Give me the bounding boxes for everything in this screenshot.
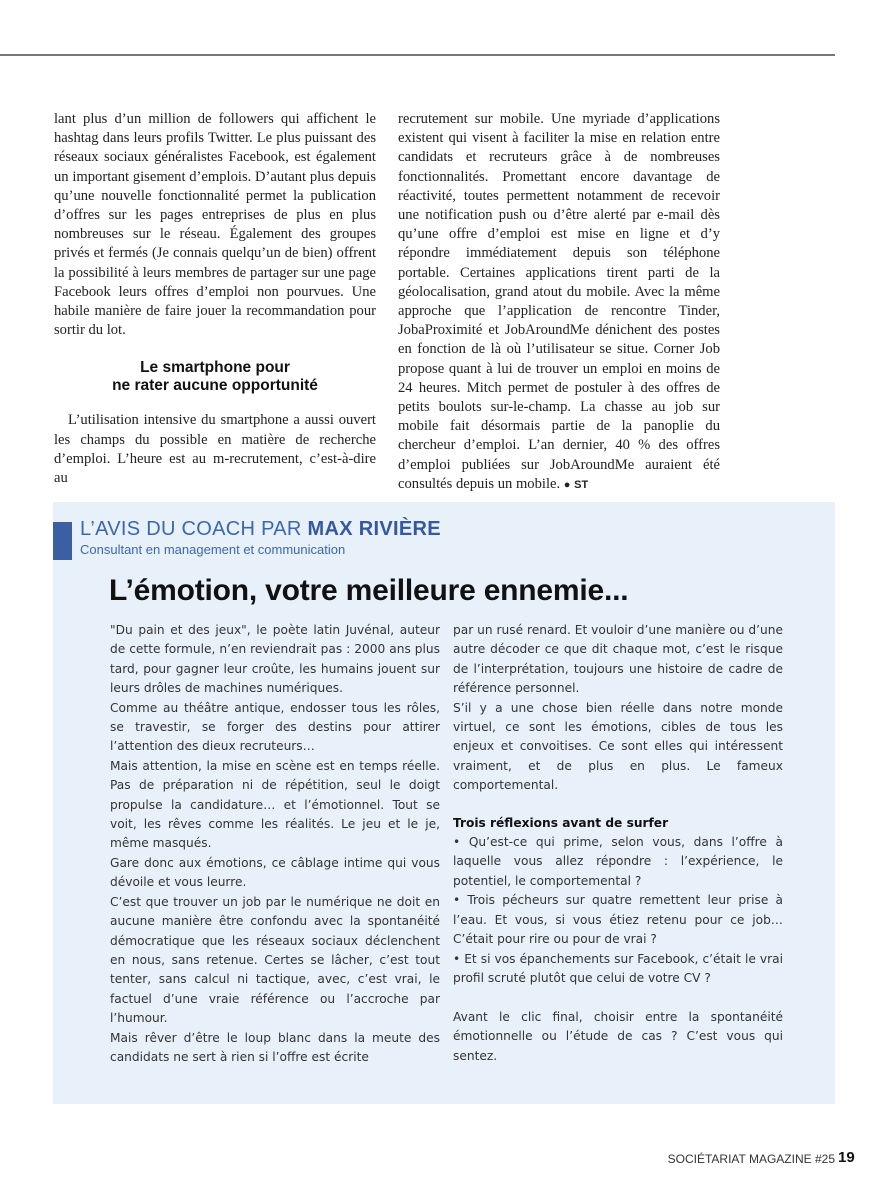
coach-role: Consultant en management et communication [80, 542, 346, 557]
coach-paragraph: Gare donc aux émotions, ce câblage intime qui vous dévoile et vous leurre. [110, 855, 440, 890]
coach-paragraph: S’il y a une chose bien réelle dans notre monde virtuel, ce sont les émotions, cibles de tous les enjeux et convoitises. Ce sont elles qui intéressent vraiment, et de plus en plus. Le fameux comportemental. [453, 700, 783, 793]
page-number: 19 [838, 1149, 855, 1166]
article-column-left [54, 110, 376, 488]
coach-opinion-box [53, 502, 835, 1104]
article-column-right [398, 110, 720, 495]
article-paragraph: L’utilisation intensive du smartphone a aussi ouvert les champs du possible en matière de recherche d’emploi. L’heure est au m-recrutement, c’est-à-dire au [54, 412, 376, 487]
coach-column-left [110, 621, 440, 1067]
spacer [453, 988, 783, 1007]
coach-headline: L’émotion, votre meilleure ennemie... [109, 574, 629, 607]
accent-bar [53, 522, 72, 560]
coach-paragraph: Mais attention, la mise en scène est en temps réelle. Pas de préparation ni de répétition, seul le doigt propulse la candidature… et l’émotionnel. Tout se voit, les rêves comme les réalités. Le jeu et le je, même masqués. [110, 758, 440, 851]
article-paragraph: lant plus d’un million de followers qui affichent le hashtag dans leurs profils Twitter. Le plus puissant des réseaux sociaux généralistes Facebook, est également un important gisement d’emplois. D’autant plus depuis qu’une nouvelle fonctionnalité permet la publication d’offres sur les pages entreprises de plus en plus nombreuses sur le réseau. Également des groupes privés et fermés (Je connais quelqu’un de bien) offrent la possibilité à leurs membres de partager sur une page Facebook leurs offres d’emploi non pourvues. Une habile manière de faire jouer la recommandation pour sortir du lot. [54, 111, 376, 339]
section-subheading [54, 359, 376, 395]
coach-name: MAX RIVIÈRE [307, 518, 441, 540]
end-mark-dot-icon: ● [563, 478, 571, 491]
author-signature: ST [574, 478, 589, 491]
reflection-item: • Qu’est-ce qui prime, selon vous, dans l’offre à laquelle vous allez répondre : l’expérience, le potentiel, le comportemental ? [453, 835, 783, 888]
kicker-prefix: L’AVIS DU COACH PAR [80, 518, 308, 540]
coach-kicker [80, 518, 441, 540]
coach-paragraph: Comme au théâtre antique, endosser tous les rôles, se travestir, se forger des destins pour attirer l’attention des dieux recruteurs… [110, 700, 440, 754]
coach-paragraph: par un rusé renard. Et vouloir d’une manière ou d’une autre décoder ce que dit chaque mot, c’est le risque de l’interprétation, toujours une histoire de cadre de référence personnel. [453, 623, 783, 696]
coach-paragraph: C’est que trouver un job par le numérique ne doit en aucune manière être confondu avec la spontanéité démocratique que les réseaux sociaux déclenchent en nous, sans retenue. Certes se lâcher, c’est tout tenter, sans calcul ni tactique, avec, c’est vrai, le factuel d’une vraie référence ou l’accroche par l’humour. [110, 894, 440, 1026]
coach-column-right [453, 621, 783, 1066]
subheading-line-1: Le smartphone pour [140, 359, 290, 377]
reflection-item: • Trois pécheurs sur quatre remettent leur prise à l’eau. Et vous, si vous étiez retenu pour ce job… C’était pour rire ou pour de vrai ? [453, 893, 783, 947]
article-paragraph-text: recrutement sur mobile. Une myriade d’applications existent qui visent à faciliter la mise en relation entre candidats et recruteurs grâce à de nombreuses fonctionnalités. Promettant encore davantage de réactivité, toutes permettent notamment de recevoir une notification push ou d’être alerté par e-mail dès qu’une offre d’emploi est mise en ligne et d’y répondre immédiatement depuis son téléphone portable. Certaines applications tirent parti de la géolocalisation, grand atout du mobile. Avec la même approche que l’application de rencontre Tinder, JobaProximité et JobAroundMe dénichent des postes en fonction de là où l’utilisateur se situe. Corner Job propose quant à lui de trouver un emploi en moins de 24 heures. Mitch permet de postuler à des offres de petits boulots sur-le-champ. La chasse au job sur mobile fait désormais partie de la panoplie du chercheur d’emploi. L’an dernier, 40 % des offres d’emploi publiées sur JobAroundMe auraient été consultés depuis un mobile. [398, 111, 720, 492]
subheading-line-2: ne rater aucune opportunité [112, 377, 318, 395]
article-paragraph [398, 110, 720, 495]
top-rule-divider [0, 54, 835, 56]
closing-paragraph: Avant le clic final, choisir entre la spontanéité émotionnelle ou l’étude de cas ? C’est vous qui sentez. [453, 1009, 783, 1063]
reflection-item: • Et si vos épanchements sur Facebook, c’était le vrai profil scruté plutôt que celui de votre CV ? [453, 951, 783, 985]
reflections-heading: Trois réflexions avant de surfer [453, 815, 669, 830]
coach-paragraph: "Du pain et des jeux", le poète latin Juvénal, auteur de cette formule, n’en reviendrait pas : 2000 ans plus tard, pour gagner leur croûte, les humains jouent sur leurs drôles de machines numériques. [110, 623, 440, 696]
coach-paragraph: Mais rêver d’être le loup blanc dans la meute des candidats ne sert à rien si l’offre est écrite [110, 1030, 440, 1064]
footer-magazine-title: SOCIÉTARIAT MAGAZINE #25 [667, 1152, 835, 1166]
